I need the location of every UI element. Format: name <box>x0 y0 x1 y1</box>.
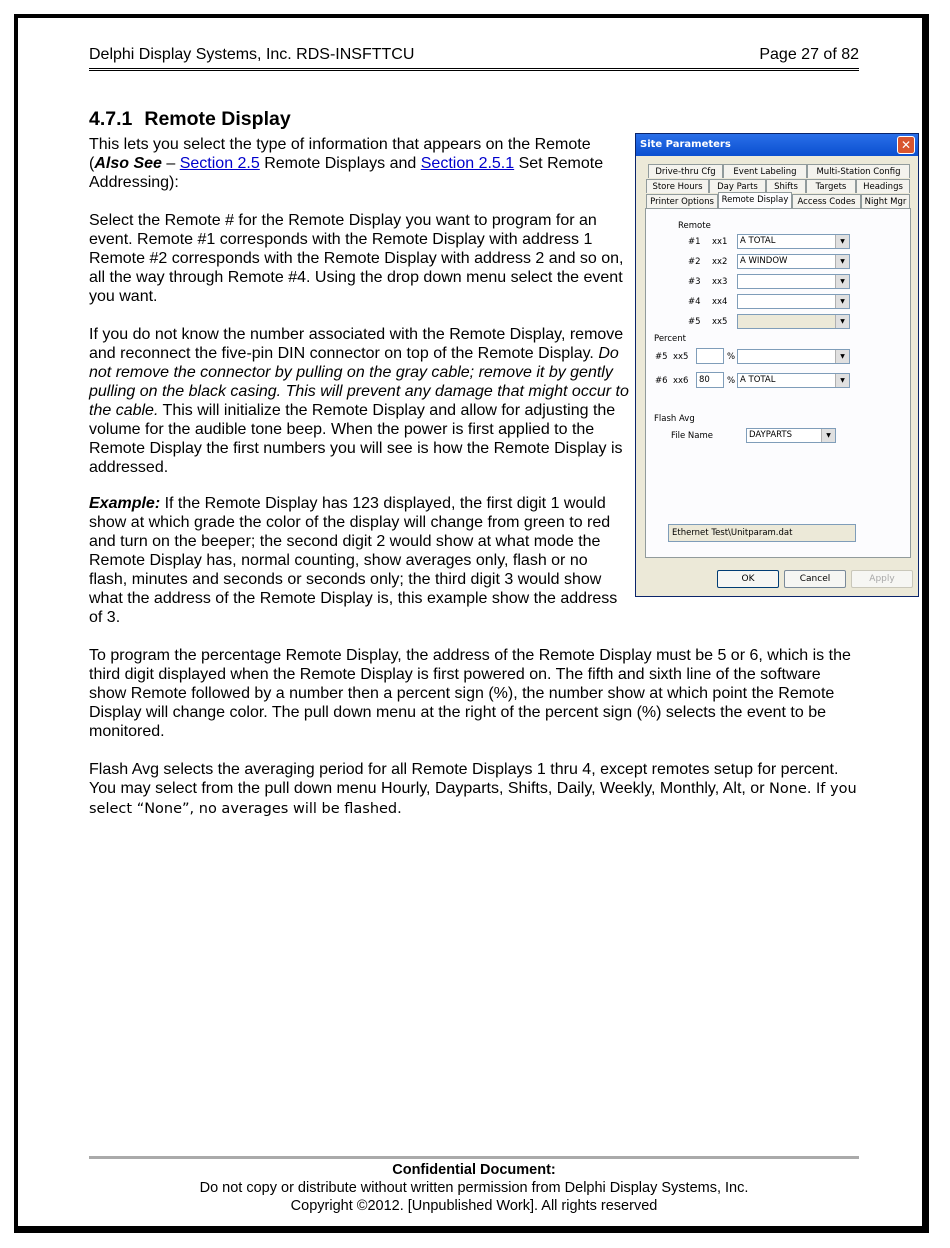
remote-2-address: xx2 <box>712 257 728 267</box>
remote-5-address: xx5 <box>712 317 728 327</box>
cancel-button[interactable]: Cancel <box>784 570 846 588</box>
tab-remote-display[interactable]: Remote Display <box>718 192 792 208</box>
tab-event-labeling[interactable]: Event Labeling <box>723 164 807 178</box>
apply-button[interactable]: Apply <box>851 570 913 588</box>
remote-group-label: Remote <box>678 221 711 231</box>
chevron-down-icon: ▼ <box>835 235 849 248</box>
page-number: Page 27 of 82 <box>759 46 859 63</box>
remote-1-value: A TOTAL <box>740 236 776 246</box>
chevron-down-icon: ▼ <box>835 315 849 328</box>
remote-1-label: #1 <box>688 237 701 247</box>
percent-6-address: xx6 <box>673 376 689 386</box>
tab-targets[interactable]: Targets <box>806 179 856 193</box>
tab-multi-station-config[interactable]: Multi-Station Config <box>807 164 910 178</box>
percent-6-label: #6 <box>655 376 668 386</box>
remote-5-label: #5 <box>688 317 701 327</box>
remote-display-panel <box>645 208 911 558</box>
page-footer <box>89 1161 859 1215</box>
remote-1-address: xx1 <box>712 237 728 247</box>
file-name-value: DAYPARTS <box>749 430 793 440</box>
remote-4-address: xx4 <box>712 297 728 307</box>
tab-day-parts[interactable]: Day Parts <box>709 179 766 193</box>
flash-avg-label: Flash Avg <box>654 414 695 424</box>
unknown-address-paragraph <box>89 325 629 477</box>
ok-button[interactable]: OK <box>717 570 779 588</box>
address-text-end: This will initialize the Remote Display and allow for adjusting the volume for the audible tone beep. When the power is first applied to the Remote Display the first numbers you will see is how the Remote Display is addressed. <box>89 402 623 476</box>
percent-5-select[interactable] <box>737 349 850 364</box>
dash-text: – <box>161 155 180 172</box>
remote-select-paragraph: Select the Remote # for the Remote Display you want to program for an event. Remote #1 corresponds with the Remote Display with address 1 Remote #2 corresponds with the Remote Display with address 2 and so on, all the way through Remote #4. Using the drop down menu select the event you want. <box>89 212 624 305</box>
intro-paragraph <box>89 135 629 192</box>
percent-6-select[interactable] <box>737 373 850 388</box>
percent-5-sign: % <box>727 352 736 362</box>
percentage-paragraph: To program the percentage Remote Display, the address of the Remote Display must be 5 or 6, which is the third digit displayed when the Remote Display is first powered on. The fifth and sixth line of the software show Remote followed by a number then a percent sign (%), the number show at which point the Remote Display will change color. The pull down menu at the right of the percent sign (%) selects the event to be monitored. <box>89 647 851 740</box>
remote-2-label: #2 <box>688 257 701 267</box>
footer-copyright: Copyright ©2012. [Unpublished Work]. All rights reserved <box>290 1198 658 1214</box>
remote-4-label: #4 <box>688 297 701 307</box>
chevron-down-icon: ▼ <box>835 374 849 387</box>
percent-6-sign: % <box>727 376 736 386</box>
footer-divider <box>89 1156 859 1159</box>
remote-4-select[interactable] <box>737 294 850 309</box>
tab-drive-thru-cfg[interactable]: Drive-thru Cfg <box>648 164 723 178</box>
tab-access-codes[interactable]: Access Codes <box>792 194 861 208</box>
header-title: Delphi Display Systems, Inc. RDS-INSFTTCU <box>89 46 415 63</box>
intro-text-end: Set Remote Addressing): <box>89 155 604 191</box>
remote-3-address: xx3 <box>712 277 728 287</box>
section-title: Remote Display <box>144 108 291 130</box>
section-2-5-1-link[interactable]: Section 2.5.1 <box>420 155 515 172</box>
intro-text-mid: Remote Displays and <box>259 155 421 172</box>
file-path-field: Ethernet Test\Unitparam.dat <box>668 524 856 542</box>
footer-title: Confidential Document: <box>392 1162 556 1178</box>
file-name-label: File Name <box>671 431 714 441</box>
chevron-down-icon: ▼ <box>835 255 849 268</box>
file-name-select[interactable] <box>746 428 836 443</box>
section-heading <box>89 108 291 131</box>
warning-text: Do not remove the connector by pulling on the gray cable; remove it by gently pulling on the black casing. This will prevent any damage that might occur to the cable. <box>89 345 629 419</box>
footer-notice: Do not copy or distribute without written permission from Delphi Display Systems, Inc. <box>199 1180 749 1196</box>
chevron-down-icon: ▼ <box>835 350 849 363</box>
dialog-title-bar <box>636 134 918 156</box>
close-icon[interactable]: ✕ <box>897 136 915 154</box>
remote-3-label: #3 <box>688 277 701 287</box>
section-2-5-link[interactable]: Section 2.5 <box>179 155 260 172</box>
percent-group-label: Percent <box>654 334 686 344</box>
also-see-label: Also See <box>94 155 162 172</box>
percent-5-label: #5 <box>655 352 668 362</box>
percent-6-value: A TOTAL <box>740 375 776 385</box>
remote-5-select[interactable] <box>737 314 850 329</box>
percent-5-threshold-input[interactable] <box>696 348 724 364</box>
example-label: Example: <box>89 495 161 512</box>
none-option-text: None. If you select “None”, no averages will be flashed. <box>89 781 857 817</box>
address-text: If you do not know the number associated with the Remote Display, remove and reconnect the five-pin DIN connector on top of the Remote Display. <box>89 326 624 362</box>
example-text: If the Remote Display has 123 displayed, the first digit 1 would show at which grade the color of the display will change from green to red and turn on the beeper; the second digit 2 would show at what mode the Remote Display has, normal counting, show averages only, flash or no flash, minutes and seconds or seconds only; the third digit 3 would show what the address of the Remote Display is, this example show the address of 3. <box>89 495 618 626</box>
chevron-down-icon: ▼ <box>835 295 849 308</box>
tab-shifts[interactable]: Shifts <box>766 179 806 193</box>
section-number: 4.7.1 <box>89 108 133 130</box>
chevron-down-icon: ▼ <box>821 429 835 442</box>
percent-6-threshold-input[interactable]: 80 <box>696 372 724 388</box>
page-header <box>89 46 859 71</box>
percent-5-address: xx5 <box>673 352 689 362</box>
intro-text: This lets you select the type of information that appears on the Remote ( <box>89 136 591 172</box>
tab-printer-options[interactable]: Printer Options <box>646 194 718 208</box>
dialog-title: Site Parameters <box>640 139 731 150</box>
remote-2-select[interactable] <box>737 254 850 269</box>
tab-headings[interactable]: Headings <box>856 179 910 193</box>
remote-3-select[interactable] <box>737 274 850 289</box>
flash-avg-text: Flash Avg selects the averaging period for all Remote Displays 1 thru 4, except remotes setup for percent. You may select from the pull down menu Hourly, Dayparts, Shifts, Daily, Weekly, Monthly, Alt, or <box>89 761 839 797</box>
tab-store-hours[interactable]: Store Hours <box>646 179 709 193</box>
remote-2-value: A WINDOW <box>740 256 788 266</box>
chevron-down-icon: ▼ <box>835 275 849 288</box>
site-parameters-dialog <box>635 133 919 597</box>
flash-avg-paragraph <box>89 760 859 819</box>
example-paragraph <box>89 494 629 627</box>
remote-1-select[interactable] <box>737 234 850 249</box>
tab-night-mgr[interactable]: Night Mgr <box>861 194 910 208</box>
